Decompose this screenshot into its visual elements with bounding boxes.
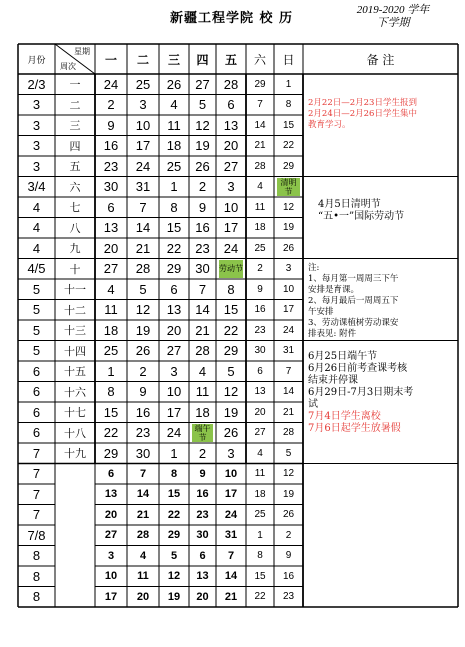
date-cell: 21 [254,140,266,152]
date-cell: 18 [254,488,266,500]
date-cell: 15 [103,404,119,420]
day-header: 二 [136,52,149,67]
date-cell: 15 [166,220,182,236]
month-cell: 7 [32,445,41,461]
date-cell: 27 [254,427,266,439]
remark-april-holidays [318,199,404,223]
date-cell: 25 [254,242,266,254]
date-cell: 27 [166,343,182,359]
date-cell: 16 [196,488,209,501]
date-cell: 20 [196,590,209,603]
date-cell: 9 [139,384,147,400]
week-cell: 六 [69,180,81,194]
date-cell: 16 [282,570,295,582]
date-cell: 10 [224,467,238,480]
date-cell: 21 [136,508,150,521]
remark-line: 安排是育课。 [308,284,360,295]
date-cell: 9 [199,467,206,480]
remark-line: 2、每月最后一周周五下 [308,295,399,306]
date-cell: 31 [282,345,295,357]
date-cell: 2 [107,97,115,113]
date-cell: 29 [103,445,119,461]
month-cell: 7 [32,466,41,482]
week-cell: 十一 [64,283,86,297]
date-cell: 11 [104,302,118,318]
date-cell: 14 [282,386,295,398]
date-cell: 12 [223,384,239,400]
date-cell: 2 [285,529,292,541]
date-cell: 25 [254,509,266,521]
month-cell: 7 [32,486,41,502]
week-cell: 十二 [64,303,86,317]
date-cell: 27 [103,261,119,277]
date-cell: 8 [227,281,235,297]
month-cell: 4 [32,220,41,236]
remark-line: 6月25日端午节 [308,350,378,362]
date-cell: 28 [254,160,266,172]
date-cell: 28 [136,529,150,542]
remark-june-july [308,351,413,435]
holiday-badge-qingming: 清明节 [277,178,300,197]
remark-line: 3、劳动课植树劳动课安 [308,317,399,328]
date-cell: 6 [257,365,263,377]
date-cell: 18 [254,222,266,234]
date-cell: 10 [223,199,239,215]
date-cell: 6 [107,467,115,480]
date-cell: 7 [227,549,235,562]
date-cell: 2 [198,445,207,461]
month-header: 月份 [27,55,46,66]
date-cell: 15 [282,119,295,131]
date-cell: 23 [135,425,151,441]
page-title: 新疆工程学院 校 历 [170,11,294,26]
day-header: 三 [167,52,180,67]
week-cell: 七 [69,201,81,215]
date-cell: 23 [103,158,119,174]
month-cell: 6 [32,404,41,420]
date-cell: 20 [104,508,118,521]
date-cell: 30 [254,345,266,357]
date-cell: 9 [198,199,207,215]
date-cell: 20 [223,138,239,154]
date-cell: 6 [170,281,178,297]
date-cell: 29 [167,529,181,542]
date-cell: 24 [223,240,239,256]
date-cell: 27 [104,529,118,542]
date-cell: 13 [254,386,266,398]
date-cell: 10 [135,117,151,133]
date-cell: 8 [170,467,178,480]
date-cell: 22 [282,140,295,152]
date-cell: 24 [282,324,295,336]
week-cell: 十 [69,262,81,276]
semester: 下学期 [376,17,410,29]
date-cell: 6 [107,199,115,215]
date-cell: 29 [254,78,266,90]
date-cell: 19 [282,488,295,500]
date-cell: 22 [167,508,181,521]
date-cell: 19 [167,590,181,603]
month-cell: 7/8 [27,527,46,543]
date-cell: 25 [135,76,151,92]
date-cell: 13 [166,302,182,318]
date-cell: 20 [254,406,266,418]
month-cell: 6 [32,425,41,441]
remark-line: 结束并停课 [308,374,358,386]
date-cell: 13 [104,488,118,501]
month-cell: 2/3 [27,76,46,92]
remark-line: “五•一”国际劳动节 [318,211,405,222]
date-cell: 30 [135,445,151,461]
date-cell: 23 [195,240,210,256]
date-cell: 19 [282,222,295,234]
date-cell: 31 [135,179,151,195]
date-cell: 12 [167,570,181,583]
date-cell: 8 [170,199,178,215]
date-cell: 19 [135,322,151,338]
week-cell: 九 [69,242,81,256]
date-cell: 29 [166,261,182,277]
date-cell: 6 [227,97,235,113]
remark-line: 午安排 [308,306,334,317]
date-cell: 1 [107,363,115,379]
date-cell: 2 [257,263,263,275]
remark-line: 7月4日学生离校 [308,410,381,422]
date-cell: 20 [166,322,182,338]
remark-line: 注: [308,262,320,273]
remark-registration [308,98,417,131]
date-cell: 18 [166,138,182,154]
month-cell: 5 [32,302,41,318]
date-cell: 5 [198,97,207,113]
week-cell: 八 [69,221,81,235]
date-cell: 26 [135,343,151,359]
date-cell: 6 [199,549,206,562]
date-cell: 26 [282,509,295,521]
holiday-badge-duanwu: 端午节 [192,424,213,443]
date-cell: 2 [198,179,207,195]
date-cell: 16 [254,304,266,316]
date-cell: 8 [107,384,115,400]
month-cell: 3 [32,138,41,154]
date-cell: 17 [224,488,238,501]
date-cell: 23 [254,324,266,336]
month-cell: 3 [32,158,41,174]
date-cell: 28 [223,76,239,92]
date-cell: 14 [254,119,266,131]
date-cell: 1 [285,78,292,90]
date-cell: 7 [139,199,147,215]
date-cell: 1 [257,529,263,541]
month-cell: 4 [32,240,41,256]
date-cell: 12 [135,302,151,318]
month-cell: 3/4 [27,179,46,195]
date-cell: 3 [139,97,147,113]
date-cell: 12 [282,201,295,213]
date-cell: 15 [167,488,181,501]
month-cell: 6 [32,363,41,379]
date-cell: 4 [170,97,178,113]
date-cell: 13 [103,220,119,236]
date-cell: 9 [285,550,292,562]
date-cell: 17 [135,138,151,154]
date-cell: 8 [285,99,292,111]
date-cell: 17 [282,304,295,316]
date-cell: 11 [137,570,149,583]
week-cell: 二 [69,98,81,112]
week-cell: 十五 [64,365,86,379]
date-cell: 9 [107,117,115,133]
day-header: 一 [104,52,117,67]
week-cell: 十九 [64,447,86,461]
month-cell: 8 [32,548,41,564]
remark-line: 1、每月第一周周三下午 [308,273,399,284]
date-cell: 21 [135,240,151,256]
week-cell: 十六 [64,385,86,399]
date-cell: 10 [104,570,118,583]
day-header: 日 [282,52,295,67]
day-header: 四 [196,52,209,67]
date-cell: 26 [223,425,239,441]
date-cell: 22 [254,591,266,603]
date-cell: 22 [166,240,182,256]
date-cell: 14 [135,220,151,236]
date-cell: 20 [136,590,150,603]
date-cell: 12 [282,468,295,480]
date-cell: 30 [196,529,209,542]
date-cell: 7 [139,467,147,480]
week-cell: 十八 [64,426,86,440]
date-cell: 4 [257,447,263,459]
month-cell: 3 [32,97,41,113]
date-cell: 30 [195,261,210,277]
week-cell: 五 [69,160,81,174]
month-cell: 8 [32,589,41,605]
week-cell: 十七 [64,406,86,420]
date-cell: 21 [282,406,295,418]
date-cell: 15 [254,570,266,582]
date-cell: 5 [227,363,235,379]
date-cell: 1 [170,445,178,461]
weekday-diag-label: 星期 [74,46,90,56]
date-cell: 28 [282,427,295,439]
date-cell: 16 [103,138,119,154]
date-cell: 26 [282,242,295,254]
date-cell: 17 [104,590,118,603]
remark-line: 2月24日—2月26日学生集中 [308,109,417,119]
date-cell: 18 [103,322,119,338]
date-cell: 25 [103,343,119,359]
date-cell: 3 [107,549,115,562]
date-cell: 29 [282,160,295,172]
date-cell: 21 [224,590,238,603]
month-cell: 3 [32,117,41,133]
date-cell: 13 [196,570,209,583]
remarks-header: 备 注 [366,52,395,67]
date-cell: 14 [224,570,238,583]
date-cell: 4 [198,363,207,379]
date-cell: 7 [257,99,263,111]
date-cell: 16 [135,404,151,420]
week-cell: 四 [69,139,81,153]
remark-line: 2月22日—2月23日学生报到 [308,98,417,108]
academic-year: 2019-2020 学年 [356,4,430,16]
date-cell: 16 [195,220,210,236]
date-cell: 28 [195,343,210,359]
date-cell: 30 [103,179,119,195]
date-cell: 28 [135,261,151,277]
holiday-badge-laodong: 劳动节 [219,260,243,279]
date-cell: 5 [139,281,147,297]
date-cell: 14 [195,302,210,318]
remark-line: 6月26日前考查课考核 [308,362,408,374]
date-cell: 3 [285,263,292,275]
date-cell: 10 [282,283,295,295]
date-cell: 19 [223,404,239,420]
date-cell: 20 [103,240,119,256]
date-cell: 31 [224,529,238,542]
date-cell: 10 [166,384,182,400]
remark-line: 排表见: 附件 [308,328,357,339]
date-cell: 13 [223,117,239,133]
remark-line: 6月29日-7月3日期末考 [308,386,414,398]
date-cell: 1 [170,179,178,195]
remark-notes [308,263,398,340]
date-cell: 11 [167,117,181,133]
week-diag-label: 周次 [60,61,76,71]
month-cell: 4 [32,199,41,215]
week-cell: 十四 [64,344,86,358]
date-cell: 2 [139,363,147,379]
remark-line: 试 [308,398,318,410]
week-cell: 十三 [64,324,86,338]
date-cell: 24 [224,508,238,521]
date-cell: 15 [223,302,239,318]
date-cell: 17 [223,220,239,236]
month-cell: 4/5 [27,261,46,277]
date-cell: 7 [285,365,292,377]
day-header: 六 [253,52,266,67]
month-cell: 6 [32,384,41,400]
month-cell: 7 [32,507,41,523]
month-cell: 5 [32,322,41,338]
date-cell: 24 [103,76,119,92]
date-cell: 21 [195,322,210,338]
date-cell: 11 [254,201,266,213]
date-cell: 3 [227,445,235,461]
date-cell: 5 [285,447,292,459]
date-cell: 26 [195,158,210,174]
remark-line: 教育学习。 [308,120,351,130]
week-cell: 一 [69,78,81,92]
date-cell: 11 [195,384,210,400]
date-cell: 11 [254,468,266,480]
date-cell: 9 [257,283,263,295]
remark-line: 4月5日清明节 [318,199,381,210]
date-cell: 3 [170,363,178,379]
date-cell: 12 [195,117,210,133]
date-cell: 8 [257,550,263,562]
date-cell: 23 [282,591,295,603]
date-cell: 7 [198,281,207,297]
date-cell: 4 [107,281,115,297]
date-cell: 24 [166,425,182,441]
date-cell: 14 [136,488,150,501]
date-cell: 24 [135,158,151,174]
date-cell: 25 [166,158,182,174]
month-cell: 8 [32,568,41,584]
date-cell: 27 [223,158,239,174]
date-cell: 17 [166,404,182,420]
month-cell: 5 [32,343,41,359]
day-header: 五 [224,52,237,67]
date-cell: 26 [166,76,182,92]
date-cell: 5 [170,549,178,562]
date-cell: 22 [103,425,119,441]
week-cell: 三 [69,119,81,133]
date-cell: 3 [227,179,235,195]
date-cell: 22 [223,322,239,338]
date-cell: 23 [196,508,209,521]
remark-line: 7月6日起学生放暑假 [308,422,401,434]
date-cell: 29 [223,343,239,359]
date-cell: 18 [195,404,210,420]
month-cell: 5 [32,281,41,297]
date-cell: 27 [195,76,210,92]
date-cell: 19 [195,138,210,154]
date-cell: 4 [257,181,263,193]
date-cell: 4 [139,549,147,562]
